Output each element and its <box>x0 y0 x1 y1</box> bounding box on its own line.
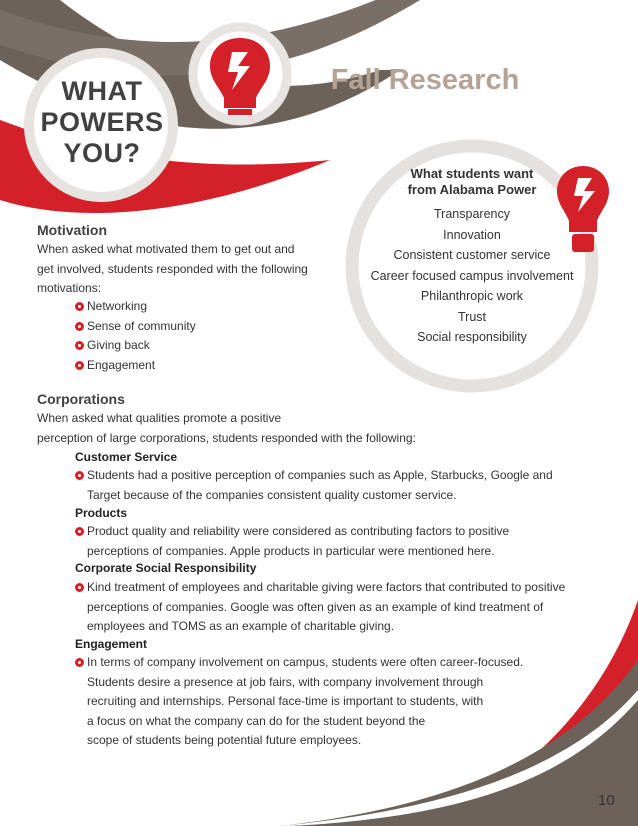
wants-heading <box>352 166 592 198</box>
csr-item <box>75 578 565 637</box>
engagement-heading: Engagement <box>75 637 148 651</box>
wants-item: Transparency <box>434 207 510 221</box>
wants-heading-line: from Alabama Power <box>407 182 537 197</box>
motivation-item <box>75 297 196 317</box>
csr-heading: Corporate Social Responsibility <box>75 561 257 575</box>
bullet-icon <box>75 527 84 536</box>
bullet-icon <box>75 302 84 311</box>
motivation-heading: Motivation <box>37 222 107 238</box>
item-line: scope of students being potential future employees. <box>87 733 362 747</box>
badge-line: WHAT <box>61 76 143 106</box>
products-item <box>75 522 509 561</box>
badge-line: YOU? <box>63 138 141 168</box>
motivation-item-label: Sense of community <box>87 318 196 333</box>
motivation-item-label: Engagement <box>87 357 156 372</box>
item-line: perceptions of companies. Apple products in particular were mentioned here. <box>87 543 495 558</box>
item-line: Target because of the companies consistent quality customer service. <box>87 487 457 502</box>
page-number: 10 <box>598 792 615 809</box>
item-line: In terms of company involvement on campus, students were often career-focused. <box>87 655 524 669</box>
motivation-intro-line: get involved, students responded with the following <box>37 261 308 276</box>
motivation-intro-line: When asked what motivated them to get out and <box>37 242 295 256</box>
motivation-list <box>75 297 196 375</box>
bullet-icon <box>75 361 84 370</box>
motivation-item-label: Giving back <box>87 338 150 352</box>
wants-item: Social responsibility <box>417 330 527 344</box>
wants-item: Trust <box>457 309 486 324</box>
bullet-icon <box>75 583 84 592</box>
corporations-intro <box>37 409 497 448</box>
bullet-icon <box>75 471 84 480</box>
item-line: Students had a positive perception of companies such as Apple, Starbucks, Google and <box>87 468 553 482</box>
wants-item: Philanthropic work <box>420 289 524 303</box>
item-line: recruiting and internships. Personal face-time is important to students, with <box>87 694 484 708</box>
motivation-intro <box>37 240 337 299</box>
item-line: Students desire a presence at job fairs, with company involvement through <box>87 674 484 689</box>
item-line: Kind treatment of employees and charitable giving were factors that contributed to positive <box>87 580 566 594</box>
badge-line: POWERS <box>40 107 164 137</box>
engagement-item <box>75 653 523 751</box>
motivation-item <box>75 336 196 356</box>
customer-service-heading: Customer Service <box>75 450 178 464</box>
student-wants-panel <box>352 166 592 348</box>
motivation-intro-line: motivations: <box>37 281 102 295</box>
corporations-heading: Corporations <box>37 391 125 407</box>
bullet-icon <box>75 341 84 350</box>
item-line: Product quality and reliability were considered as contributing factors to positive <box>87 524 510 538</box>
bullet-icon <box>75 658 84 667</box>
item-line: a focus on what the company can do for the student beyond the <box>87 713 426 728</box>
page-title: Fall Research <box>330 64 520 96</box>
wants-list <box>352 204 592 348</box>
customer-service-item <box>75 466 553 505</box>
wants-item: Consistent customer service <box>393 248 551 262</box>
corporations-intro-line: perception of large corporations, students responded with the following: <box>37 430 416 445</box>
bullet-icon <box>75 322 84 331</box>
wants-item: Career focused campus involvement <box>370 268 574 283</box>
wants-heading-line: What students want <box>410 166 534 181</box>
wants-item: Innovation <box>443 227 501 242</box>
item-line: employees and TOMS as an example of charitable giving. <box>87 619 395 633</box>
motivation-item <box>75 317 196 337</box>
corporations-intro-line: When asked what qualities promote a positive <box>37 411 282 425</box>
what-powers-you-badge <box>32 76 172 169</box>
motivation-item <box>75 356 196 376</box>
products-heading: Products <box>75 506 128 520</box>
item-line: perceptions of companies. Google was often given as an example of kind treatment of <box>87 599 544 614</box>
motivation-item-label: Networking <box>87 299 148 313</box>
